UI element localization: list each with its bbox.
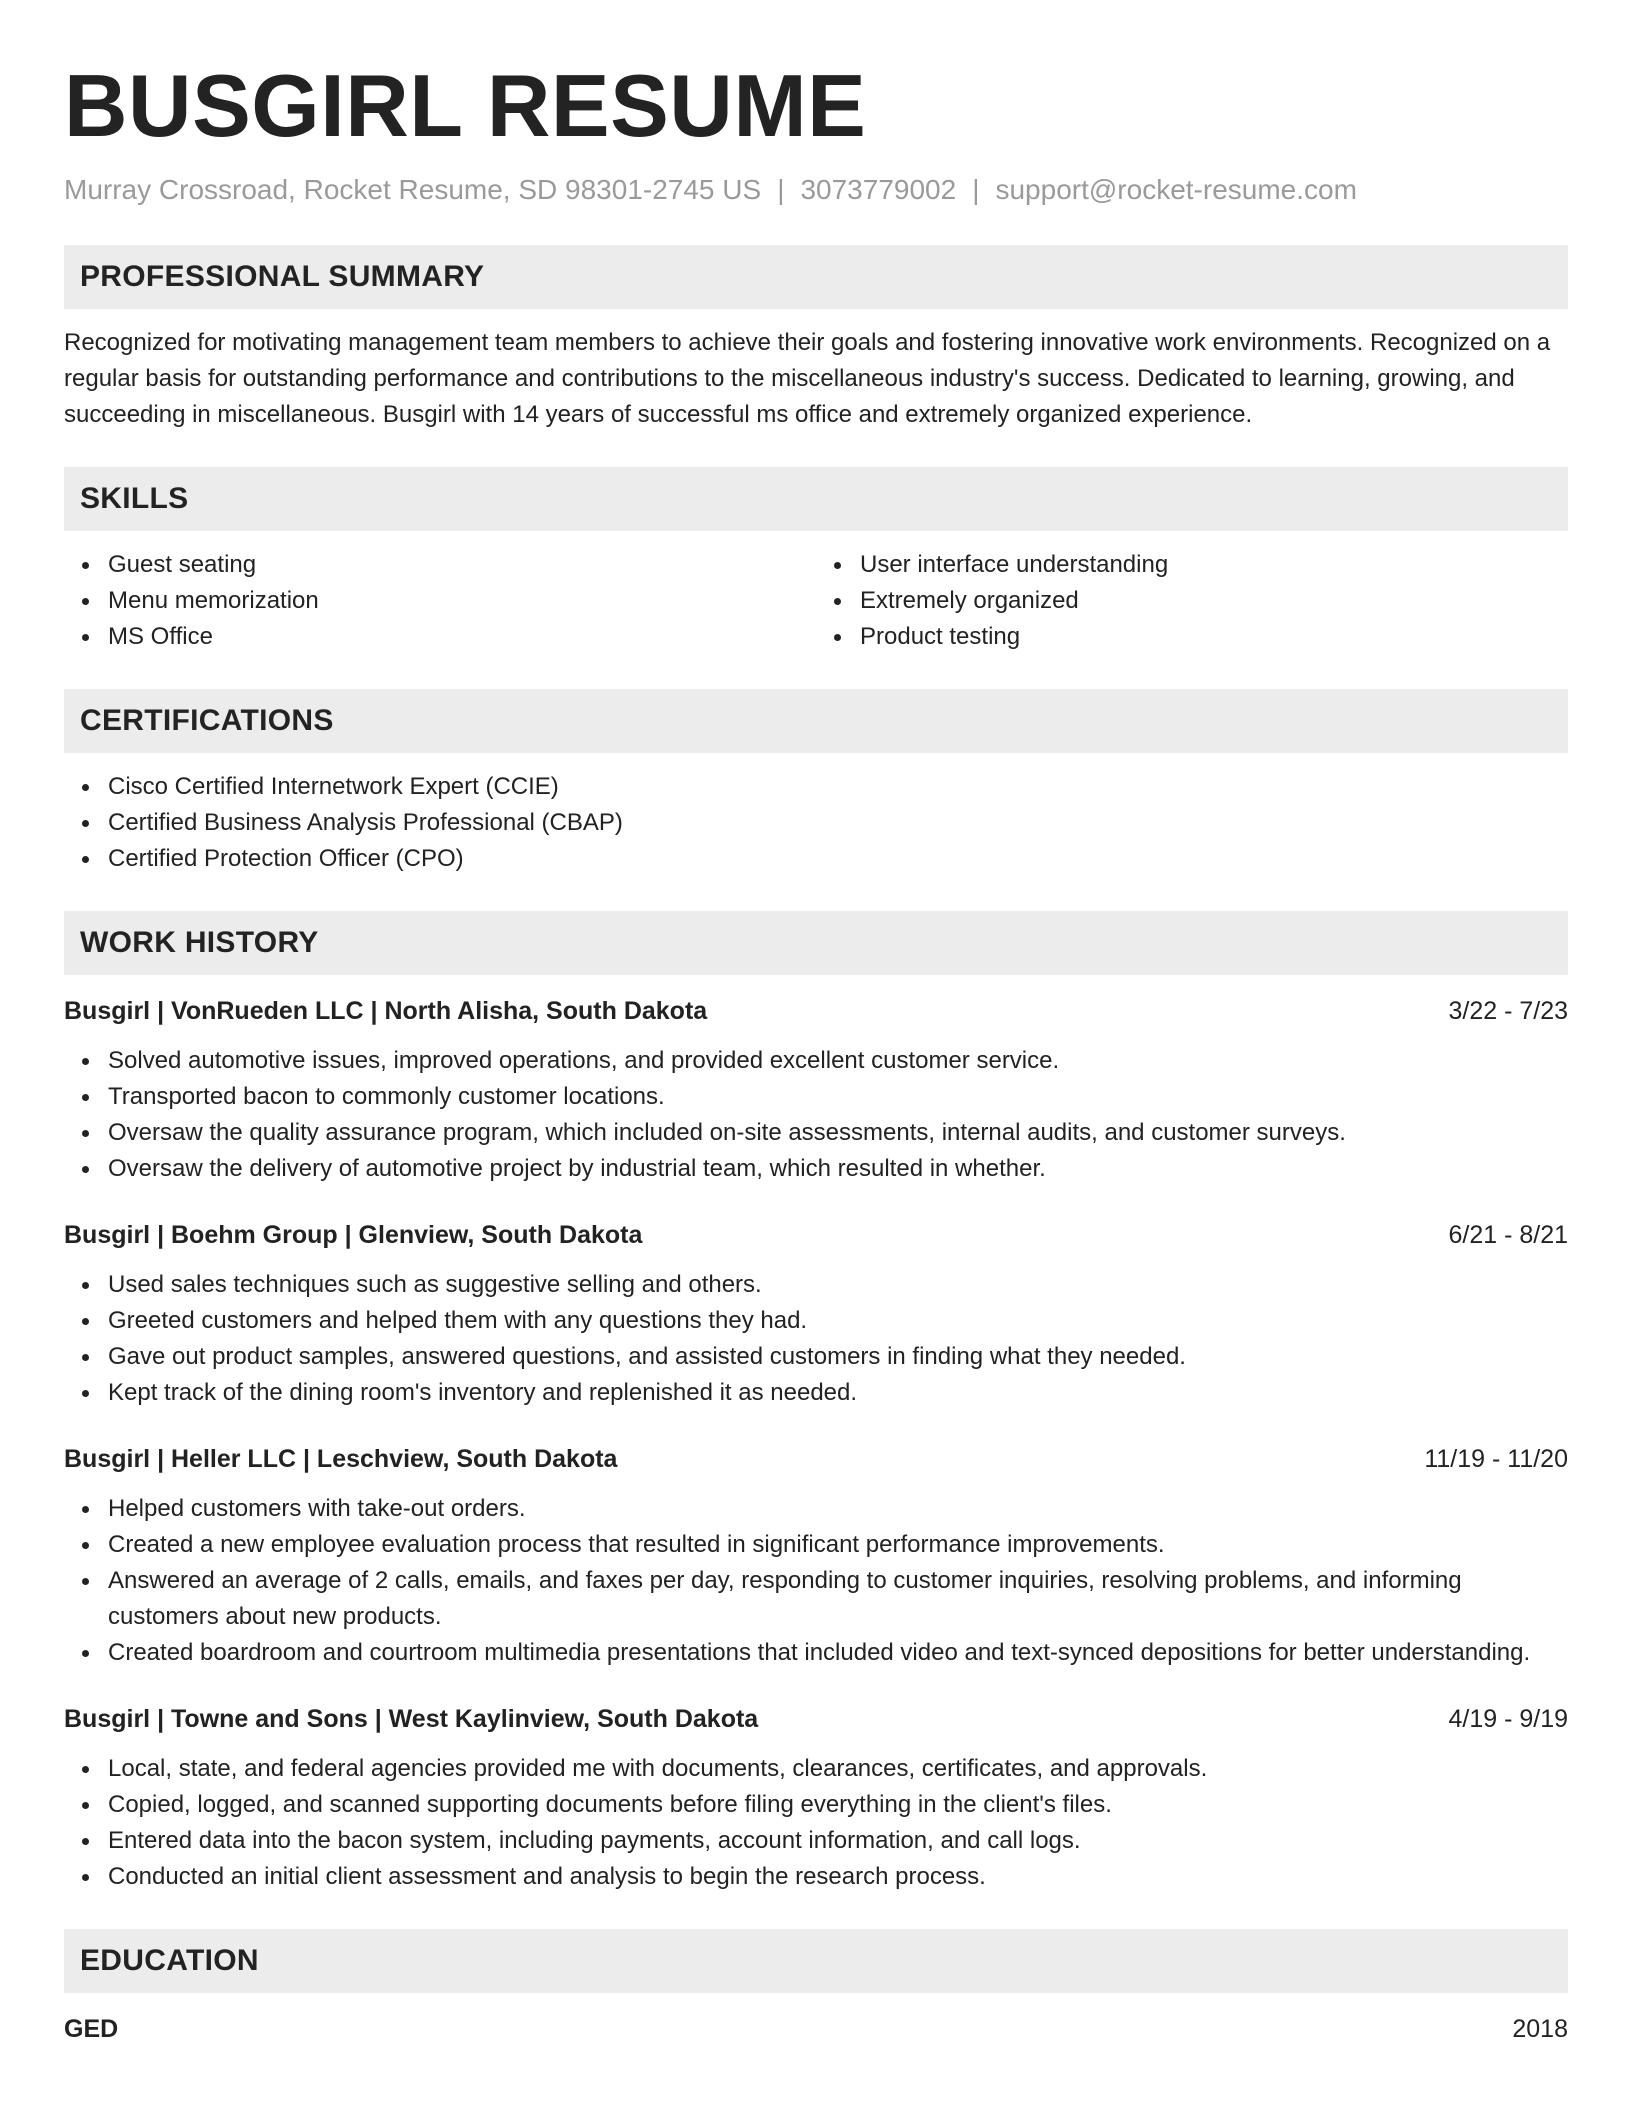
job-bullet: Kept track of the dining room's inventory and replenished it as needed. bbox=[108, 1375, 1568, 1411]
job-header bbox=[64, 1441, 1568, 1477]
section-heading-education: EDUCATION bbox=[64, 1929, 1568, 1993]
job-title: Busgirl | Towne and Sons | West Kaylinview, South Dakota bbox=[64, 1705, 759, 1733]
job-header bbox=[64, 1217, 1568, 1253]
job-bullets bbox=[64, 1043, 1568, 1187]
certification-item: Certified Protection Officer (CPO) bbox=[108, 841, 1568, 877]
job-bullet: Helped customers with take-out orders. bbox=[108, 1491, 1568, 1527]
job-bullet: Copied, logged, and scanned supporting documents before filing everything in the client's files. bbox=[108, 1787, 1568, 1823]
job-entry bbox=[64, 1217, 1568, 1411]
education-entry bbox=[64, 2011, 1568, 2047]
section-heading-skills: SKILLS bbox=[64, 467, 1568, 531]
job-bullets bbox=[64, 1491, 1568, 1671]
job-dates: 4/19 - 9/19 bbox=[1448, 1705, 1568, 1733]
job-bullet: Gave out product samples, answered questions, and assisted customers in finding what they needed. bbox=[108, 1339, 1568, 1375]
job-bullet: Used sales techniques such as suggestive selling and others. bbox=[108, 1267, 1568, 1303]
job-bullet: Answered an average of 2 calls, emails, and faxes per day, responding to customer inquiries, resolving problems, and informing customers about new products. bbox=[108, 1563, 1568, 1635]
job-bullet: Transported bacon to commonly customer locations. bbox=[108, 1079, 1568, 1115]
job-header bbox=[64, 1701, 1568, 1737]
education-year: 2018 bbox=[1512, 2015, 1568, 2043]
job-title: Busgirl | Boehm Group | Glenview, South Dakota bbox=[64, 1221, 643, 1249]
job-dates: 3/22 - 7/23 bbox=[1448, 997, 1568, 1025]
contact-phone: 3073779002 bbox=[800, 174, 957, 205]
job-bullet: Solved automotive issues, improved operations, and provided excellent customer service. bbox=[108, 1043, 1568, 1079]
skills-column-left bbox=[64, 547, 816, 655]
job-bullets bbox=[64, 1267, 1568, 1411]
skill-item: Guest seating bbox=[108, 547, 816, 583]
job-bullet: Created a new employee evaluation process that resulted in significant performance improvements. bbox=[108, 1527, 1568, 1563]
section-heading-certifications: CERTIFICATIONS bbox=[64, 689, 1568, 753]
skill-item: User interface understanding bbox=[860, 547, 1568, 583]
contact-separator: | bbox=[972, 174, 980, 205]
skill-item: Product testing bbox=[860, 619, 1568, 655]
job-dates: 11/19 - 11/20 bbox=[1424, 1445, 1568, 1473]
skill-item: Extremely organized bbox=[860, 583, 1568, 619]
job-bullet: Oversaw the delivery of automotive project by industrial team, which resulted in whether. bbox=[108, 1151, 1568, 1187]
job-bullet: Created boardroom and courtroom multimedia presentations that included video and text-synced depositions for better understanding. bbox=[108, 1635, 1568, 1671]
certification-item: Certified Business Analysis Professional (CBAP) bbox=[108, 805, 1568, 841]
job-bullet: Oversaw the quality assurance program, which included on-site assessments, internal audits, and customer surveys. bbox=[108, 1115, 1568, 1151]
summary-text: Recognized for motivating management team members to achieve their goals and fostering innovative work environments. Recognized on a regular basis for outstanding performance and contributions to the miscellaneous industry's success. Dedicated to learning, growing, and succeeding in miscellaneous. Busgirl with 14 years of successful ms office and extremely organized experience. bbox=[64, 329, 1551, 428]
contact-email: support@rocket-resume.com bbox=[995, 174, 1357, 205]
job-entry bbox=[64, 993, 1568, 1187]
job-title: Busgirl | VonRueden LLC | North Alisha, South Dakota bbox=[64, 997, 708, 1025]
skill-item: Menu memorization bbox=[108, 583, 816, 619]
job-bullets bbox=[64, 1751, 1568, 1895]
education-degree: GED bbox=[64, 2015, 119, 2043]
section-heading-summary: PROFESSIONAL SUMMARY bbox=[64, 245, 1568, 309]
section-heading-work-history: WORK HISTORY bbox=[64, 911, 1568, 975]
job-title: Busgirl | Heller LLC | Leschview, South Dakota bbox=[64, 1445, 618, 1473]
certification-item: Cisco Certified Internetwork Expert (CCIE) bbox=[108, 769, 1568, 805]
skills-column-right bbox=[816, 547, 1568, 655]
job-entry bbox=[64, 1701, 1568, 1895]
skills-list bbox=[64, 531, 1568, 655]
resume-title: BUSGIRL RESUME bbox=[64, 56, 867, 155]
contact-line bbox=[64, 172, 1568, 208]
skill-item: MS Office bbox=[108, 619, 816, 655]
certifications-list bbox=[64, 769, 1568, 877]
job-dates: 6/21 - 8/21 bbox=[1448, 1221, 1568, 1249]
job-bullet: Entered data into the bacon system, including payments, account information, and call logs. bbox=[108, 1823, 1568, 1859]
contact-separator: | bbox=[777, 174, 785, 205]
job-bullet: Conducted an initial client assessment and analysis to begin the research process. bbox=[108, 1859, 1568, 1895]
job-bullet: Local, state, and federal agencies provided me with documents, clearances, certificates, and approvals. bbox=[108, 1751, 1568, 1787]
job-header bbox=[64, 993, 1568, 1029]
job-entry bbox=[64, 1441, 1568, 1671]
job-bullet: Greeted customers and helped them with any questions they had. bbox=[108, 1303, 1568, 1339]
contact-address: Murray Crossroad, Rocket Resume, SD 98301-2745 US bbox=[64, 174, 762, 205]
